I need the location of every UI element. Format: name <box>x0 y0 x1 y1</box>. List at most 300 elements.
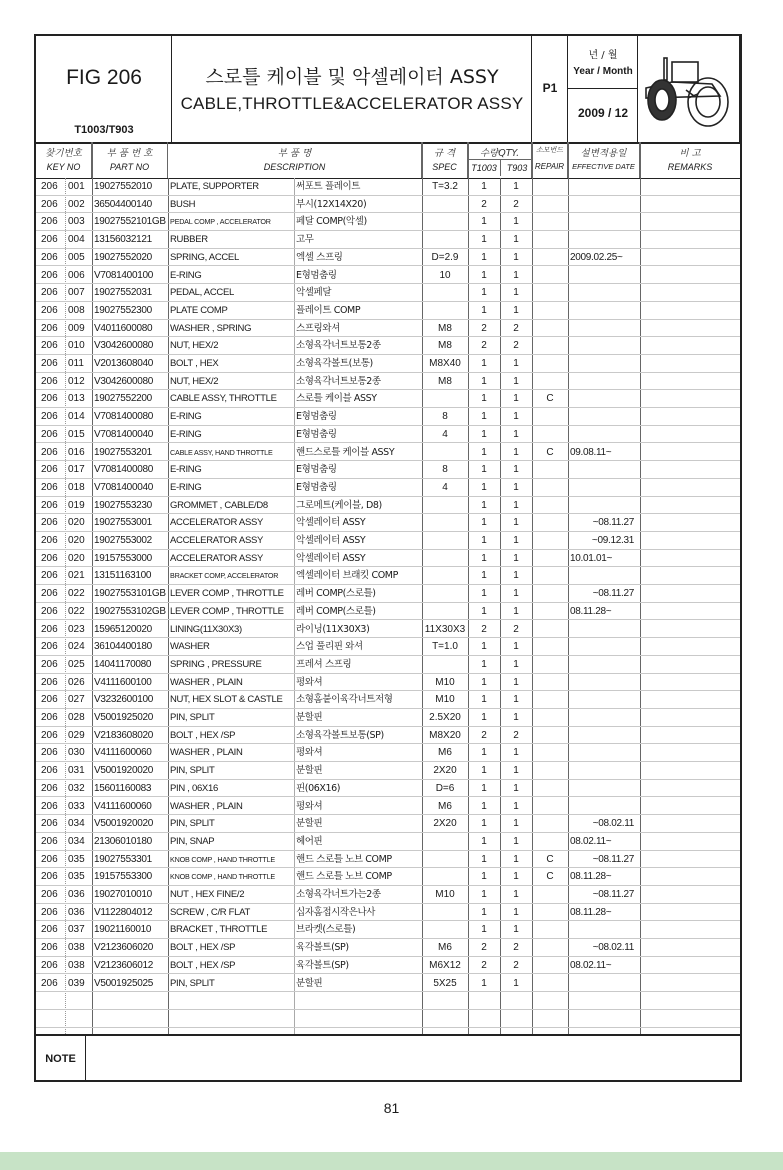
qty-t1003: 1 <box>481 375 487 387</box>
table-row <box>36 975 740 993</box>
qty-t903: 1 <box>513 694 519 706</box>
key-number: 007 <box>68 287 85 299</box>
repair-code <box>532 975 568 993</box>
tractor-illustration <box>638 36 740 142</box>
part-number: V2123606012 <box>94 959 153 971</box>
effective-date <box>570 196 640 214</box>
description-english: NUT, HEX/2 <box>170 375 219 387</box>
qty-t903: 1 <box>513 552 519 564</box>
qty-t903: 1 <box>513 835 519 847</box>
description-korean: 소형육각너트가는2종 <box>296 889 381 900</box>
key-number: 015 <box>68 428 85 440</box>
header-qty-t903: T903 <box>500 160 533 176</box>
spec-value: M6X12 <box>429 959 461 971</box>
key-number: 038 <box>68 942 85 954</box>
qty-t903: 2 <box>513 322 519 334</box>
effective-date <box>570 337 640 355</box>
qty-t903: 1 <box>513 464 519 476</box>
effective-date <box>570 390 640 408</box>
description-english: NUT, HEX/2 <box>170 340 219 352</box>
key-number: 009 <box>68 322 85 334</box>
qty-t903: 1 <box>513 747 519 759</box>
qty-t1003: 1 <box>481 446 487 458</box>
qty-t1003: 1 <box>481 287 487 299</box>
effective-date: 08.11.28~ <box>570 906 612 918</box>
key-number: 022 <box>68 605 85 617</box>
qty-t1003: 1 <box>481 747 487 759</box>
description-korean: 라이닝(11X30X3) <box>296 623 370 635</box>
qty-t1003: 1 <box>481 411 487 423</box>
effective-date <box>570 355 640 373</box>
description-korean: 엑셀레이터 브래킷 COMP <box>296 570 398 582</box>
header-key-no: 찾기번호 KEY NO <box>36 142 92 178</box>
part-number: 19157553300 <box>94 871 152 883</box>
key-number-prefix: 206 <box>41 570 58 582</box>
effective-date <box>570 921 640 939</box>
table-row <box>36 373 740 391</box>
repair-code <box>532 532 568 550</box>
table-row <box>36 621 740 639</box>
table-row <box>36 461 740 479</box>
part-number: 19027552020 <box>94 251 152 263</box>
qty-t1003: 1 <box>481 234 487 246</box>
key-number-prefix: 206 <box>41 588 58 600</box>
key-number-prefix: 206 <box>41 747 58 759</box>
table-row <box>36 408 740 426</box>
key-number-prefix: 206 <box>41 446 58 458</box>
part-number: V2183608020 <box>94 729 153 741</box>
spec-value: 8 <box>442 411 448 423</box>
description-korean: 소형육각너트보통2종 <box>296 375 381 387</box>
repair-code <box>532 249 568 267</box>
part-number: V3042600080 <box>94 340 153 352</box>
table-row <box>36 709 740 727</box>
qty-t1003: 1 <box>481 605 487 617</box>
effective-date: 2009.02.25~ <box>570 251 623 263</box>
spec-value <box>422 444 468 462</box>
description-korean: 육각볼트(SP) <box>296 959 349 971</box>
description-korean: 핀(06X16) <box>296 782 341 794</box>
part-number: 19027553002 <box>94 535 152 546</box>
description-english: PIN, SPLIT <box>170 818 215 830</box>
key-number-prefix: 206 <box>41 234 58 246</box>
repair-code <box>532 267 568 285</box>
effective-date: 08.11.28~ <box>570 605 612 617</box>
qty-t903: 1 <box>513 216 519 228</box>
part-number: 21306010180 <box>94 835 152 847</box>
header-qty-t1003: T1003 <box>471 163 497 173</box>
part-number: 19027553101GB <box>94 588 166 600</box>
description-korean: 레버 COMP(스로틀) <box>296 605 376 617</box>
repair-code <box>532 550 568 568</box>
spec-value <box>422 213 468 231</box>
key-number: 020 <box>68 535 85 546</box>
effective-date <box>570 267 640 285</box>
description-korean: 프레셔 스프링 <box>296 658 352 670</box>
table-row <box>36 479 740 497</box>
spec-value: 5X25 <box>433 977 457 989</box>
key-number: 004 <box>68 234 85 246</box>
description-korean: 핸드 스로틀 노브 COMP <box>296 871 392 883</box>
key-number: 019 <box>68 499 85 511</box>
key-number: 025 <box>68 658 85 670</box>
part-number: V5001925025 <box>94 977 153 989</box>
repair-code <box>532 921 568 939</box>
part-number: V5001925020 <box>94 712 153 723</box>
qty-t903: 1 <box>513 871 519 883</box>
repair-code <box>532 355 568 373</box>
part-number: 19027552300 <box>94 304 152 316</box>
part-number: V7081400080 <box>94 411 153 423</box>
table-row <box>36 868 740 886</box>
part-number: 36504400140 <box>94 198 152 210</box>
key-number: 023 <box>68 623 85 635</box>
description-english: PLATE COMP <box>170 304 228 316</box>
page-header <box>36 36 740 144</box>
repair-code <box>532 762 568 780</box>
key-number-prefix: 206 <box>41 499 58 511</box>
description-english: KNOB COMP , HAND THROTTLE <box>170 854 275 864</box>
table-row <box>36 444 740 462</box>
qty-t903: 2 <box>513 198 519 210</box>
repair-code <box>532 373 568 391</box>
spec-value: M10 <box>435 676 455 688</box>
qty-t903: 1 <box>513 605 519 617</box>
description-korean: 분할핀 <box>296 712 323 723</box>
repair-code <box>532 461 568 479</box>
description-korean: 부시(12X14X20) <box>296 198 367 210</box>
page-code-cell <box>532 36 568 142</box>
spec-value <box>422 532 468 550</box>
repair-code <box>532 408 568 426</box>
description-english: PIN, SPLIT <box>170 977 215 989</box>
repair-code <box>532 957 568 975</box>
description-korean: 악셀레이터 ASSY <box>296 517 366 529</box>
key-number-prefix: 206 <box>41 942 58 954</box>
note-section <box>36 1034 740 1082</box>
part-number: V5001920020 <box>94 765 153 777</box>
spec-value: T=1.0 <box>432 641 458 653</box>
key-number: 010 <box>68 340 85 352</box>
repair-code <box>532 939 568 957</box>
spec-value: 2X20 <box>433 765 457 777</box>
date-cell <box>568 36 638 142</box>
description-korean: 소형홈붙이육각너트저형 <box>296 694 393 706</box>
part-number: 19027552031 <box>94 287 152 299</box>
model-code: T1003/T903 <box>74 124 134 136</box>
spec-value <box>422 656 468 674</box>
key-number: 021 <box>68 570 85 582</box>
table-row <box>36 567 740 585</box>
description-english: PIN, SPLIT <box>170 712 215 723</box>
part-number: V2013608040 <box>94 358 153 369</box>
description-korean: 그로메트(케이블, D8) <box>296 499 382 511</box>
effective-date <box>570 408 640 426</box>
description-english: E-RING <box>170 411 202 423</box>
spec-value <box>422 550 468 568</box>
description-korean: 핸드스로틀 케이블 ASSY <box>296 446 395 458</box>
part-number: 19027552200 <box>94 393 152 405</box>
key-number-prefix: 206 <box>41 464 58 476</box>
key-number-prefix: 206 <box>41 658 58 670</box>
part-number: 19027553102GB <box>94 605 166 617</box>
repair-code: C <box>546 393 554 405</box>
key-number: 022 <box>68 588 85 600</box>
description-english: PEDAL COMP , ACCELERATOR <box>170 217 271 227</box>
description-english: SPRING, ACCEL <box>170 251 239 263</box>
parts-table <box>36 178 740 1024</box>
qty-t903: 1 <box>513 782 519 794</box>
spec-value <box>422 390 468 408</box>
date-label-korean: 년 / 월 <box>588 50 618 61</box>
table-row <box>36 851 740 869</box>
repair-code <box>532 497 568 515</box>
repair-code <box>532 196 568 214</box>
key-number: 005 <box>68 251 85 263</box>
spec-value: M8 <box>438 322 452 334</box>
part-number: V3232600100 <box>94 694 153 706</box>
table-row <box>36 798 740 816</box>
table-row <box>36 939 740 957</box>
repair-code <box>532 231 568 249</box>
key-number: 029 <box>68 729 85 741</box>
key-number: 034 <box>68 835 85 847</box>
qty-t903: 1 <box>513 517 519 529</box>
title-korean: 스로틀 케이블 및 악셀레이터 ASSY <box>205 66 499 88</box>
part-number: 19027552010 <box>94 181 152 192</box>
repair-code <box>532 656 568 674</box>
qty-t903: 1 <box>513 712 519 723</box>
effective-date <box>570 178 640 196</box>
repair-code <box>532 709 568 727</box>
effective-date <box>570 426 640 444</box>
description-english: WASHER <box>170 641 210 653</box>
description-english: ACCELERATOR ASSY <box>170 552 264 564</box>
effective-date <box>570 373 640 391</box>
effective-date: ~08.11.27 <box>592 853 634 865</box>
spec-value: 11X30X3 <box>424 623 466 635</box>
table-row <box>36 426 740 444</box>
key-number: 014 <box>68 411 85 423</box>
table-row <box>36 585 740 603</box>
effective-date <box>570 674 640 692</box>
description-english: WASHER , SPRING <box>170 322 252 334</box>
effective-date: 08.11.28~ <box>570 871 612 883</box>
repair-code <box>532 320 568 338</box>
description-korean: E형멈춤링 <box>296 269 337 281</box>
qty-t903: 2 <box>513 340 519 352</box>
effective-date: ~08.11.27 <box>592 517 634 529</box>
table-row <box>36 886 740 904</box>
description-english: NUT, HEX SLOT & CASTLE <box>170 694 283 706</box>
qty-t1003: 1 <box>481 499 487 511</box>
key-number-prefix: 206 <box>41 251 58 263</box>
key-number: 037 <box>68 924 85 936</box>
key-number-prefix: 206 <box>41 198 58 210</box>
repair-code <box>532 514 568 532</box>
header-spec: 규 격 SPEC <box>422 142 468 178</box>
qty-t1003: 2 <box>481 959 487 971</box>
description-korean: 헤어핀 <box>296 835 323 847</box>
spec-value <box>422 567 468 585</box>
repair-code <box>532 213 568 231</box>
key-number-prefix: 206 <box>41 924 58 936</box>
key-number-prefix: 206 <box>41 676 58 688</box>
effective-date <box>570 302 640 320</box>
part-number: 13151163100 <box>94 570 152 582</box>
description-english: WASHER , PLAIN <box>170 747 243 759</box>
key-number: 016 <box>68 446 85 458</box>
qty-t903: 1 <box>513 411 519 423</box>
description-korean: 써포트 플레이트 <box>296 181 361 192</box>
description-korean: 브라켓(스로틀) <box>296 924 356 936</box>
effective-date <box>570 691 640 709</box>
description-korean: 악셀페달 <box>296 287 332 299</box>
description-english: ACCELERATOR ASSY <box>170 535 264 546</box>
spec-value: 4 <box>442 481 448 493</box>
description-korean: 평와셔 <box>296 747 323 759</box>
description-korean: 플레이트 COMP <box>296 304 361 316</box>
description-english: LEVER COMP , THROTTLE <box>170 588 284 600</box>
effective-date: 10.01.01~ <box>570 552 613 564</box>
key-number: 017 <box>68 464 85 476</box>
effective-date: ~08.11.27 <box>592 889 634 900</box>
effective-date <box>570 461 640 479</box>
part-number: 19027553201 <box>94 446 152 458</box>
qty-t1003: 1 <box>481 269 487 281</box>
part-number: V7081400040 <box>94 428 153 440</box>
table-row <box>36 727 740 745</box>
description-english: WASHER , PLAIN <box>170 676 243 688</box>
empty-row <box>36 992 740 1010</box>
description-korean: 평와셔 <box>296 800 323 812</box>
qty-t1003: 1 <box>481 853 487 865</box>
empty-row <box>36 1010 740 1028</box>
table-row <box>36 249 740 267</box>
qty-t903: 1 <box>513 658 519 670</box>
spec-value: 2.5X20 <box>429 712 461 723</box>
qty-t903: 1 <box>513 853 519 865</box>
qty-t903: 2 <box>513 623 519 635</box>
description-korean: E형멈춤링 <box>296 411 337 423</box>
part-number: 19021160010 <box>94 924 152 936</box>
qty-t1003: 1 <box>481 304 487 316</box>
qty-t903: 1 <box>513 234 519 246</box>
qty-t1003: 1 <box>481 358 487 369</box>
description-english: SCREW , C/R FLAT <box>170 906 250 918</box>
qty-t1003: 1 <box>481 889 487 900</box>
key-number-prefix: 206 <box>41 712 58 723</box>
description-korean: 고무 <box>296 234 314 246</box>
qty-t1003: 1 <box>481 676 487 688</box>
qty-t1003: 1 <box>481 216 487 228</box>
effective-date <box>570 656 640 674</box>
note-label: NOTE <box>36 1036 86 1082</box>
part-number: V4111600060 <box>94 800 152 812</box>
description-korean: 스프링와셔 <box>296 322 340 334</box>
table-row <box>36 904 740 922</box>
effective-date <box>570 780 640 798</box>
key-number-prefix: 206 <box>41 871 58 883</box>
key-number: 020 <box>68 552 85 564</box>
key-number: 024 <box>68 641 85 653</box>
header-qty: 수량QTY. T1003 T903 <box>468 142 532 178</box>
table-row <box>36 178 740 196</box>
qty-t903: 1 <box>513 181 519 192</box>
effective-date <box>570 762 640 780</box>
description-english: E-RING <box>170 464 202 476</box>
repair-code <box>532 178 568 196</box>
spec-value <box>422 833 468 851</box>
qty-t1003: 1 <box>481 712 487 723</box>
effective-date: 09.08.11~ <box>570 446 612 458</box>
figure-number: FIG 206 <box>66 66 142 89</box>
key-number: 038 <box>68 959 85 971</box>
part-number: 19157553000 <box>94 552 152 564</box>
qty-t1003: 1 <box>481 835 487 847</box>
description-korean: 악셀레이터 ASSY <box>296 535 366 546</box>
qty-t1003: 1 <box>481 570 487 582</box>
spec-value <box>422 851 468 869</box>
page-number: 81 <box>383 1100 400 1116</box>
part-number: V1122804012 <box>94 906 153 918</box>
key-number-prefix: 206 <box>41 393 58 405</box>
spec-value: M10 <box>435 889 455 900</box>
key-number: 013 <box>68 393 85 405</box>
description-english: BOLT , HEX /SP <box>170 729 236 741</box>
spec-value: 10 <box>439 269 451 281</box>
key-number: 008 <box>68 304 85 316</box>
qty-t903: 1 <box>513 251 519 263</box>
repair-code <box>532 674 568 692</box>
table-row <box>36 921 740 939</box>
key-number: 006 <box>68 269 85 281</box>
effective-date <box>570 727 640 745</box>
parts-catalog-page <box>34 34 742 1082</box>
key-number: 030 <box>68 747 85 759</box>
qty-t903: 1 <box>513 375 519 387</box>
part-number: V3042600080 <box>94 375 153 387</box>
table-row <box>36 762 740 780</box>
qty-t1003: 1 <box>481 517 487 529</box>
part-number: V7081400080 <box>94 464 153 476</box>
table-row <box>36 213 740 231</box>
qty-t903: 1 <box>513 428 519 440</box>
part-number: 15965120020 <box>94 623 152 635</box>
key-number-prefix: 206 <box>41 959 58 971</box>
effective-date <box>570 975 640 993</box>
table-row <box>36 196 740 214</box>
repair-code <box>532 833 568 851</box>
spec-value: D=6 <box>435 782 455 794</box>
description-korean: 레버 COMP(스로틀) <box>296 588 376 600</box>
repair-code <box>532 284 568 302</box>
effective-date <box>570 638 640 656</box>
description-english: NUT , HEX FINE/2 <box>170 889 245 900</box>
part-number: V4011600080 <box>94 322 153 334</box>
spec-value <box>422 514 468 532</box>
key-number: 035 <box>68 871 85 883</box>
table-row <box>36 691 740 709</box>
description-english: E-RING <box>170 481 202 493</box>
spec-value: M6 <box>438 942 452 954</box>
repair-code <box>532 638 568 656</box>
part-number: 14041170080 <box>94 658 152 670</box>
description-english: ACCELERATOR ASSY <box>170 517 264 529</box>
table-row <box>36 390 740 408</box>
part-number: V7081400100 <box>94 269 153 281</box>
description-korean: 소형육각볼트(보통) <box>296 358 373 369</box>
